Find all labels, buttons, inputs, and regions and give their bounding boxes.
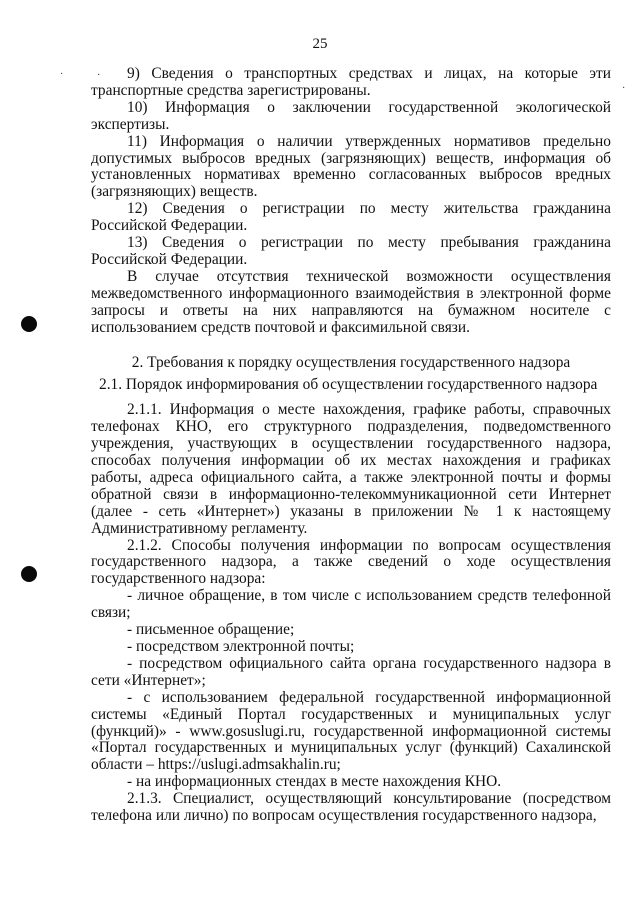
punch-hole xyxy=(21,566,37,582)
list-item: - личное обращение, в том числе с использованием средств телефонной связи; xyxy=(91,587,611,622)
paragraph-no-technical-possibility: В случае отсутствия технической возможности осуществления межведомственного информационного взаимодействия в электронной форме запросы и ответы на них направляются на бумажном носителе с использованием средств почтовой и факсимильной связи. xyxy=(91,267,611,336)
clause-2-1-1: 2.1.1. Информация о месте нахождения, графике работы, справочных телефонах КНО, его структурного подразделения, подведомственного учреждения, участвующих в осуществлении государственного надзора, способах получения информации об их местах нахождения и графиках работы, адреса официального сайта, а также электронной почты и формы обратной связи в информационно-телекоммуникационной сети Интернет (далее - сеть «Интернет») указаны в приложении № 1 к настоящему Административному регламенту. xyxy=(91,401,611,537)
subsection-heading: 2.1. Порядок информирования об осуществлении государственного надзора xyxy=(99,376,598,394)
clause-2-1-2: 2.1.2. Способы получения информации по вопросам осуществления государственного надзора, а также сведений о ходе осуществления государственного надзора: xyxy=(91,536,611,588)
scan-speck: · xyxy=(60,69,64,80)
list-item: - посредством электронной почты; xyxy=(127,638,355,655)
clause-2-1-3: 2.1.3. Специалист, осуществляющий консультирование (посредством телефона или лично) по вопросам осуществления государственного надзора, xyxy=(91,790,611,825)
paragraph-item-9: 9) Сведения о транспортных средствах и лицах, на которые эти транспортные средства зарегистрированы. xyxy=(91,65,611,99)
paragraph-item-13: 13) Сведения о регистрации по месту пребывания гражданина Российской Федерации. xyxy=(91,234,611,268)
section-heading: 2. Требования к порядку осуществления государственного надзора xyxy=(131,353,571,371)
list-item: - письменное обращение; xyxy=(127,621,295,639)
scan-speck: · xyxy=(622,83,626,94)
list-item: - посредством официального сайта органа государственного надзора в сети «Интернет»; xyxy=(91,654,611,689)
list-item: - с использованием федеральной государственной информационной системы «Единый Портал государственных и муниципальных услуг (функций)» - www.gosuslugi.ru, государственной информационной системы «Портал государственных и муниципальных услуг (функций) Сахалинской области – https://uslugi.admsakhalin.ru; xyxy=(91,688,611,774)
paragraph-item-10: 10) Информация о заключении государственной экологической экспертизы. xyxy=(91,98,611,133)
punch-hole xyxy=(21,316,37,332)
list-item: - на информационных стендах в месте нахождения КНО. xyxy=(127,773,502,791)
paragraph-item-12: 12) Сведения о регистрации по месту жительства гражданина Российской Федерации. xyxy=(91,200,611,235)
scan-speck: · xyxy=(97,70,101,81)
paragraph-item-11: 11) Информация о наличии утвержденных нормативов предельно допустимых выбросов вредных (загрязняющих) веществ, информация об установленных нормативах временно согласованных выбросов вредных (загрязняющих) веществ. xyxy=(91,132,611,201)
page-number: 25 xyxy=(312,36,328,52)
document-body xyxy=(91,66,611,825)
